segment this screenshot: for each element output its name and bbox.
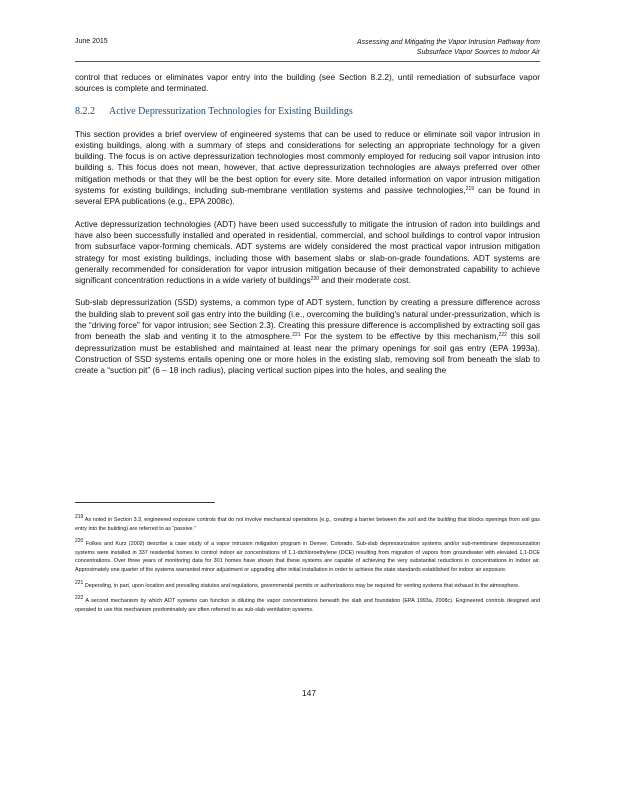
header-title-line2: Subsurface Vapor Sources to Indoor Air — [416, 49, 540, 56]
footnote-220 — [75, 540, 540, 574]
header-date: June 2015 — [75, 38, 108, 45]
header-title — [290, 38, 540, 58]
footnote-separator — [75, 502, 215, 503]
footnote-ref-219[interactable]: 219 — [465, 186, 475, 193]
paragraph-overview — [75, 129, 540, 208]
footnote-number: 219 — [75, 514, 84, 520]
section-title: Active Depressurization Technologies for Existing Buildings — [109, 105, 353, 117]
footnote-text: As noted in Section 3.3, engineered exposure controls that do not involve mechanical operations (e.g., creating a barrier between the soil and the building that blocks openings from soil gas entry into the building) are referred to as “passive.” — [75, 517, 540, 532]
footnote-number: 222 — [75, 595, 84, 602]
section-number: 8.2.2 — [75, 105, 95, 117]
paragraph-continuation: control that reduces or eliminates vapor entry into the building (see Section 8.2.2), until remediation of subsurface vapor sources is complete and terminated. — [75, 72, 540, 94]
footnote-ref-221[interactable]: 221 — [292, 332, 301, 339]
paragraph-adt-tail: and their moderate cost. — [319, 275, 411, 286]
header-title-line1: Assessing and Mitigating the Vapor Intrusion Pathway from — [356, 39, 540, 46]
paragraph-adt — [75, 219, 540, 287]
footnote-219 — [75, 516, 540, 533]
footnote-text: A second mechanism by which ADT systems can function is diluting the vapor concentrations beneath the slab and foundation (EPA 1993a, 2008c). Engineered controls designed and operated to use this mechanism predominately are often referred to as sub-slab ventilation systems. — [75, 598, 541, 613]
paragraph-overview-text: This section provides a brief overview of engineered systems that can be used to reduce or eliminate soil vapor intrusion in existing buildings, along with a summary of steps and considerations for selecting an appropriate technology for a given building. The focus is on active depressurization technologies most commonly employed for reducing soil vapor intrusion into building s. This focus does not mean, however, that active depressurization technologies are always preferred over other mitigation methods or that they will be the best option for every site. More detailed information on vapor intrusion mitigation systems for existing buildings, including sub-membrane ventilation systems and passive technologies, — [75, 128, 540, 196]
footnote-text: Depending, in part, upon location and prevailing statutes and regulations, governmental permits or authorizations may be required for venting systems that exhaust to the atmosphere. — [84, 582, 520, 589]
page-body — [75, 72, 540, 388]
paragraph-overview-tail: can be found in several EPA publications (e.g., EPA 2008c). — [75, 185, 540, 207]
paragraph-adt-text: Active depressurization technologies (ADT) have been used successfully to mitigate the intrusion of radon into buildings and have also been successfully installed and operated in residential, commercial, and school buildings to control vapor intrusion from subsurface vapor-forming chemicals. ADT systems are widely considered the most practical vapor intrusion mitigation strategy for most existing buildings, including those with basement slabs or slab-on-grade foundations. ADT systems are generally recommended for consideration for vapor intrusion mitigation because of their demonstrated capability to achieve significant concentration reductions in a wide variety of buildings — [75, 218, 540, 286]
footnote-number: 221 — [75, 579, 84, 586]
page-number: 147 — [301, 688, 317, 698]
footnote-text: Folkes and Kurz (2002) describe a case study of a vapor intrusion mitigation program in Denver, Colorado. Sub-slab depressurization systems and/or sub-membrane depressurization systems were installed in 337 residential homes to control indoor air concentrations of 1,1-dichloroethylene (DCE) resulting from migration of vapors from groundwater with elevated 1,1-DCE concentrations. Over three years of monitoring data for 301 homes have shown that these systems are capable of achieving the very substantial reductions in concentrations in indoor air. Approximately one quarter of the systems warranted minor adjustment or upgrading after initial installation in order to achieve the state standards established for indoor air exposure. — [75, 541, 540, 573]
section-heading — [75, 106, 540, 117]
footnote-221 — [75, 579, 540, 591]
footnote-ref-222[interactable]: 222 — [498, 332, 507, 339]
footnote-ref-220[interactable]: 220 — [310, 276, 320, 283]
paragraph-ssd-text: Sub-slab depressurization (SSD) systems, a common type of ADT system, function by creating a pressure difference across the building slab to prevent soil gas entry into the building (i.e., overcoming the building's natural under-pressurization, which is the “driving force” for vapor intrusion; see Section 2.3). Creating this pressure difference is accomplished by extracting soil gas from beneath the slab and venting it to the atmosphere. — [75, 297, 540, 342]
footnotes — [75, 516, 540, 621]
footnote-222 — [75, 597, 540, 614]
paragraph-ssd — [75, 297, 540, 376]
paragraph-ssd-tail: this soil depressurization must be established and maintained at least near the primary openings for soil gas entry (EPA 1993a). Construction of SSD systems entails opening one or more holes in the existing slab, removing soil from beneath the slab to create a “suction pit” (6 – 18 inch radius), placing vertical suction pipes into the holes, and sealing the — [75, 331, 540, 376]
footnote-number: 220 — [75, 538, 84, 545]
header-rule — [75, 61, 540, 62]
paragraph-ssd-mid: For the system to be effective by this mechanism, — [300, 331, 499, 342]
